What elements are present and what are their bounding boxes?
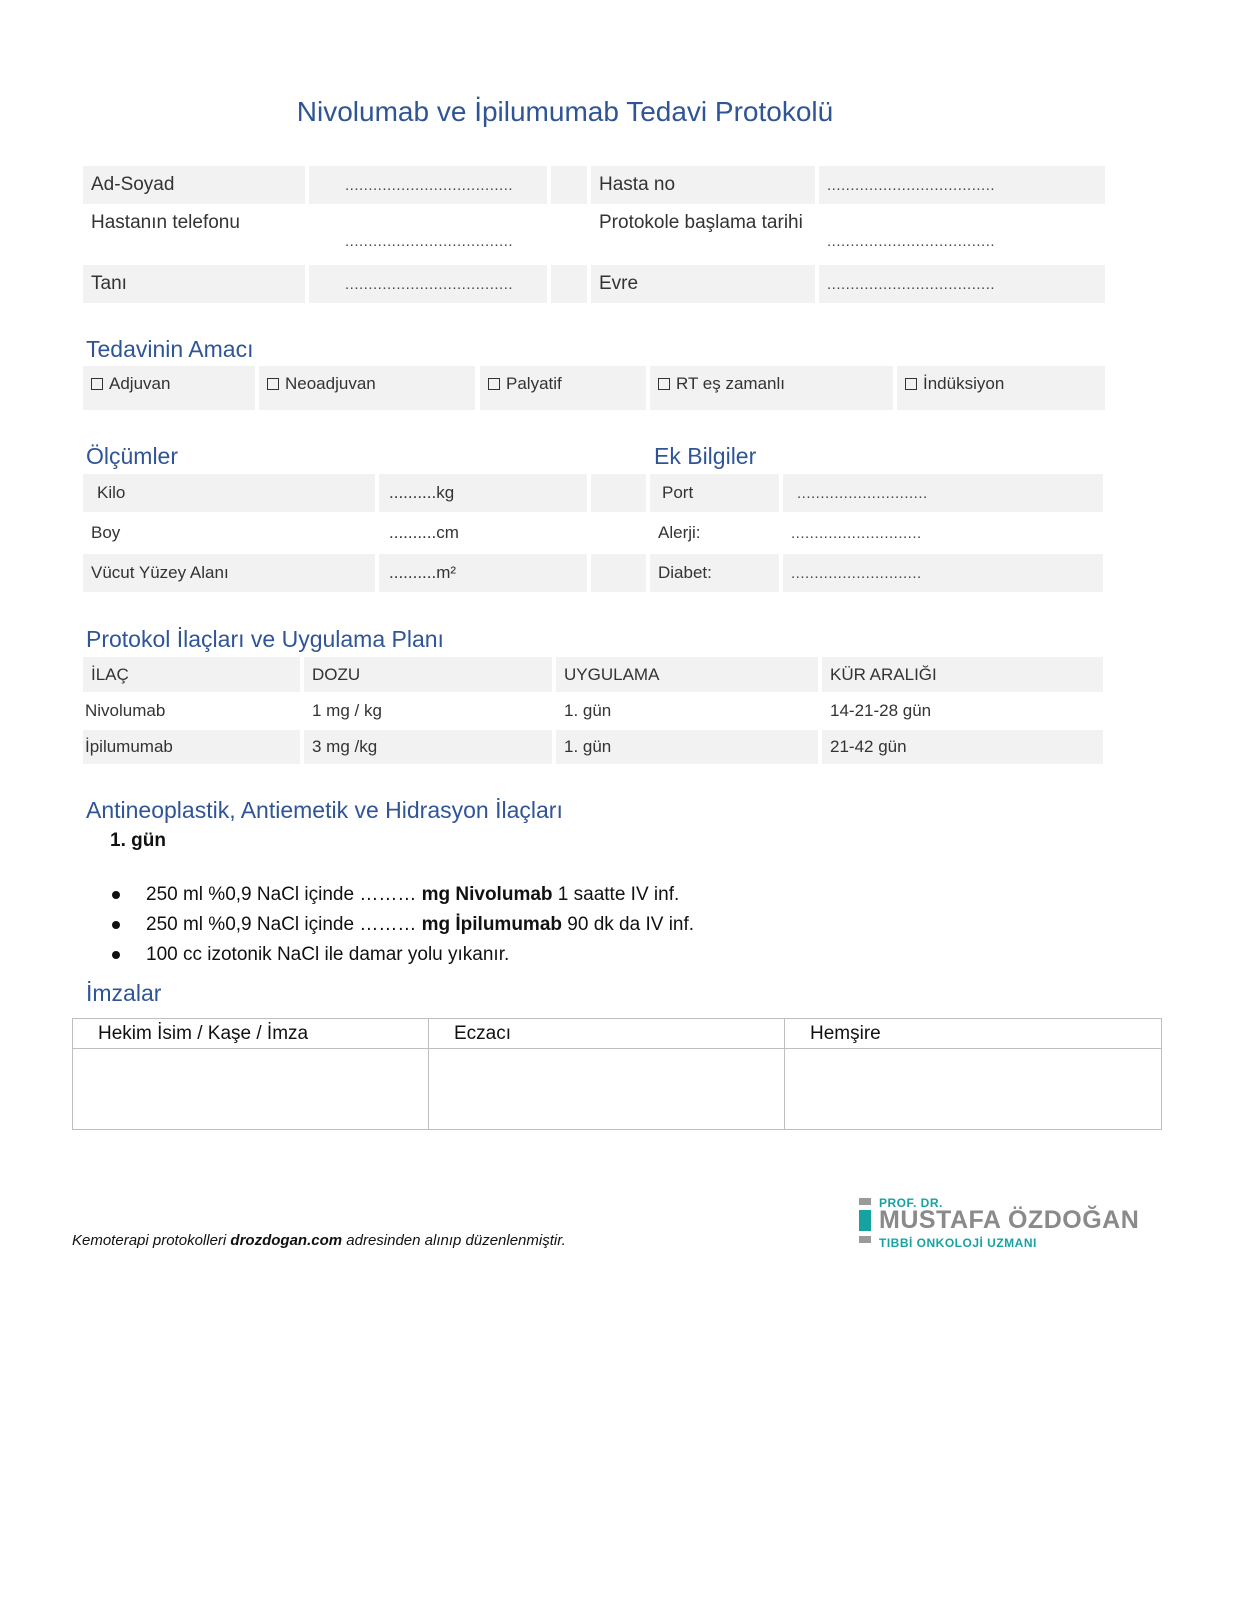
measurements-heading: Ölçümler	[86, 443, 179, 469]
measurement-label: Kilo	[83, 474, 375, 512]
signature-header: Hemşire	[785, 1019, 1161, 1049]
list-item-text: 1 saatte IV inf.	[552, 884, 680, 905]
measurement-value[interactable]: ..........m²	[379, 554, 587, 592]
checkbox-icon[interactable]	[658, 378, 670, 390]
hasta-no-label: Hasta no	[591, 166, 815, 204]
list-item-text: 90 dk da IV inf.	[562, 914, 695, 935]
measurement-value[interactable]: ..........kg	[379, 474, 587, 512]
checkbox-icon[interactable]	[488, 378, 500, 390]
table-cell: Nivolumab	[85, 701, 166, 720]
diagnosis-field[interactable]: ....................................	[309, 265, 547, 303]
signatures-table	[72, 1018, 1162, 1130]
spacer-cell	[591, 474, 646, 512]
logo-mark-icon	[859, 1198, 871, 1205]
checkbox-icon[interactable]	[91, 378, 103, 390]
checkbox-icon[interactable]	[905, 378, 917, 390]
list-item	[112, 880, 694, 910]
signature-column-nurse[interactable]	[785, 1019, 1161, 1129]
extra-label: Diabet:	[650, 554, 779, 592]
checkbox-icon[interactable]	[267, 378, 279, 390]
list-item-text: 250 ml %0,9 NaCl içinde ………	[146, 914, 422, 935]
extra-label: Alerji:	[658, 523, 701, 542]
purpose-option-label: Neoadjuvan	[285, 374, 376, 393]
signatures-heading: İmzalar	[86, 980, 162, 1006]
table-cell: 1. gün	[556, 730, 818, 764]
start-date-field[interactable]: ....................................	[827, 233, 996, 250]
phone-label: Hastanın telefonu	[91, 212, 240, 233]
day-label: 1. gün	[110, 830, 166, 851]
name-label: Ad-Soyad	[83, 166, 305, 204]
measurement-label: Vücut Yüzey Alanı	[83, 554, 375, 592]
list-item-bold: mg Nivolumab	[421, 884, 553, 905]
name-field[interactable]: ....................................	[309, 166, 547, 204]
diagnosis-label: Tanı	[83, 265, 305, 303]
table-cell: 21-42 gün	[822, 730, 1103, 764]
measurement-label: Boy	[91, 523, 121, 542]
extra-heading: Ek Bilgiler	[654, 443, 757, 469]
signature-header: Eczacı	[429, 1019, 784, 1049]
table-header: DOZU	[304, 657, 552, 692]
signature-column-pharmacist[interactable]	[429, 1019, 785, 1129]
signature-header: Hekim İsim / Kaşe / İmza	[73, 1019, 428, 1049]
extra-label: Port	[650, 474, 779, 512]
table-cell: 3 mg /kg	[304, 730, 552, 764]
bullet-icon	[112, 921, 120, 929]
drug-instructions-list	[112, 880, 694, 970]
extra-value[interactable]: ............................	[783, 554, 1103, 592]
purpose-option-label: İndüksiyon	[923, 374, 1005, 393]
measurement-value[interactable]: ..........cm	[389, 523, 459, 542]
footer-text: adresinden alınıp düzenlenmiştir.	[342, 1232, 566, 1249]
purpose-option-neoadjuvan[interactable]	[259, 366, 475, 410]
bullet-icon	[112, 891, 120, 899]
list-item	[112, 940, 694, 970]
hasta-no-field[interactable]: ....................................	[819, 166, 1105, 204]
spacer-cell	[591, 554, 646, 592]
stage-field[interactable]: ....................................	[819, 265, 1105, 303]
list-item-bold: mg İpilumumab	[421, 914, 563, 935]
logo-subtitle: TIBBİ ONKOLOJİ UZMANI	[879, 1236, 1037, 1250]
table-cell: 14-21-28 gün	[830, 701, 932, 720]
purpose-option-rt[interactable]	[650, 366, 893, 410]
purpose-option-adjuvan[interactable]	[83, 366, 255, 410]
logo-mark-icon	[859, 1236, 871, 1243]
purpose-option-label: Adjuvan	[109, 374, 171, 393]
purpose-option-palyatif[interactable]	[480, 366, 646, 410]
table-header: İLAÇ	[83, 657, 300, 692]
logo-name: MUSTAFA ÖZDOĞAN	[879, 1206, 1140, 1234]
logo-mark-icon	[859, 1210, 871, 1231]
footer-note	[72, 1232, 566, 1249]
table-cell: 1. gün	[564, 701, 612, 720]
table-header: KÜR ARALIĞI	[822, 657, 1103, 692]
spacer-cell	[551, 166, 587, 204]
drugs-heading: Protokol İlaçları ve Uygulama Planı	[86, 626, 444, 652]
logo-title: PROF. DR.	[879, 1196, 943, 1210]
purpose-option-label: Palyatif	[506, 374, 562, 393]
start-date-label: Protokole başlama tarihi	[599, 212, 803, 233]
antineoplastic-heading: Antineoplastik, Antiemetik ve Hidrasyon İlaçları	[86, 797, 563, 823]
stage-label: Evre	[591, 265, 815, 303]
purpose-option-label: RT eş zamanlı	[676, 374, 785, 393]
spacer-cell	[551, 265, 587, 303]
purpose-heading: Tedavinin Amacı	[86, 336, 254, 362]
list-item-text: 250 ml %0,9 NaCl içinde ………	[146, 884, 422, 905]
table-header: UYGULAMA	[556, 657, 818, 692]
footer-link[interactable]: drozdogan.com	[230, 1232, 343, 1249]
table-cell: 1 mg / kg	[312, 701, 382, 720]
page-title: Nivolumab ve İpilumumab Tedavi Protokolü	[296, 96, 834, 127]
phone-field[interactable]: ....................................	[345, 233, 514, 250]
purpose-option-induksiyon[interactable]	[897, 366, 1105, 410]
footer-text: Kemoterapi protokolleri	[72, 1232, 231, 1249]
extra-value[interactable]: ............................	[783, 474, 1103, 512]
bullet-icon	[112, 951, 120, 959]
list-item-text: 100 cc izotonik NaCl ile damar yolu yıkanır.	[146, 944, 510, 965]
table-cell: İpilumumab	[83, 730, 300, 764]
extra-value[interactable]: ............................	[791, 524, 922, 542]
signature-column-doctor[interactable]	[73, 1019, 429, 1129]
logo	[855, 1196, 1155, 1256]
list-item	[112, 910, 694, 940]
